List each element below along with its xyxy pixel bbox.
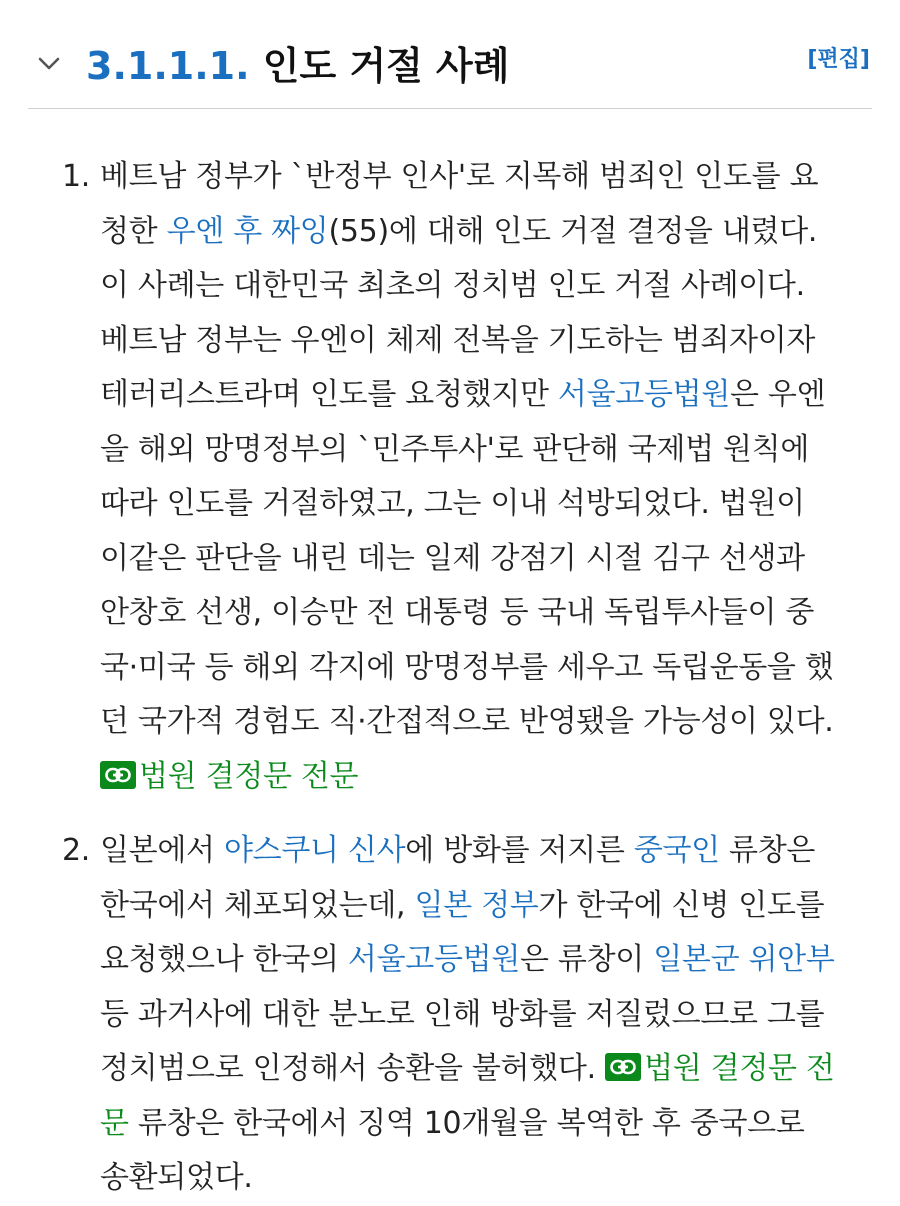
text-line: 던 국가적 경험도 직·간접적으로 반영됐을 가능성이 있다. xyxy=(100,704,834,739)
link-seoul-high-court[interactable]: 서울고등법원 xyxy=(557,377,731,412)
text-line: 테러리스트라며 인도를 요청했지만 서울고등법원은 우엔 xyxy=(100,377,826,412)
text-line: 송환되었다. xyxy=(100,1160,253,1195)
link-japanese-government[interactable]: 일본 정부 xyxy=(414,887,539,923)
external-link-court-decision[interactable]: 법원 결정문 전 xyxy=(605,1051,835,1086)
link-seoul-high-court[interactable]: 서울고등법원 xyxy=(347,942,521,977)
list-marker: 1. xyxy=(62,159,91,194)
link-nguyen-huu-chanh[interactable]: 우엔 후 짜잉 xyxy=(166,213,329,249)
text-line: 안창호 선생, 이승만 전 대통령 등 국내 독립투사들이 중 xyxy=(100,595,815,630)
link-chinese[interactable]: 중국인 xyxy=(633,833,720,868)
text-line: 베트남 정부가 `반정부 인사'로 지목해 범죄인 인도를 요 xyxy=(100,159,819,194)
text-line: 일본에서 야스쿠니 신사에 방화를 저지른 중국인 류창은 xyxy=(100,833,816,868)
text-line: 청한 우엔 후 짜잉(55)에 대해 인도 거절 결정을 내렸다. xyxy=(100,213,818,249)
edit-link[interactable]: [편집] xyxy=(807,47,870,72)
text-line: 정치범으로 인정해서 송환을 불허했다. 법원 결정문 전 xyxy=(100,1051,835,1086)
text-line: 이 사례는 대한민국 최초의 정치범 인도 거절 사례이다. xyxy=(100,268,805,303)
section-header xyxy=(28,30,872,109)
list-item-1 xyxy=(0,150,900,804)
link-comfort-women[interactable]: 일본군 위안부 xyxy=(653,942,835,977)
text-line: 이같은 판단을 내린 데는 일제 강점기 시절 김구 선생과 xyxy=(100,540,805,576)
text-line: 베트남 정부는 우엔이 체제 전복을 기도하는 범죄자이자 xyxy=(100,322,816,358)
link-yasukuni-shrine[interactable]: 야스쿠니 신사 xyxy=(223,833,406,868)
list-marker: 2. xyxy=(62,833,91,868)
text-line xyxy=(100,750,870,805)
text-line: 등 과거사에 대한 분노로 인해 방화를 저질렀으므로 그를 xyxy=(100,996,825,1032)
section-content xyxy=(0,150,900,1206)
section-heading xyxy=(86,40,509,92)
list-item-2 xyxy=(0,824,900,1206)
text-line: 따라 인도를 거절하였고, 그는 이내 석방되었다. 법원이 xyxy=(100,486,805,521)
text-line: 문 류창은 한국에서 징역 10개월을 복역한 후 중국으로 xyxy=(100,1105,805,1141)
text-line: 을 해외 망명정부의 `민주투사'로 판단해 국제법 원칙에 xyxy=(100,431,810,467)
section-number[interactable]: 3.1.1.1. xyxy=(86,44,250,88)
section-title: 인도 거절 사례 xyxy=(262,44,510,88)
external-link-court-decision-cont[interactable]: 문 xyxy=(100,1105,129,1141)
link-icon xyxy=(100,761,136,789)
chevron-down-icon[interactable] xyxy=(36,50,62,76)
link-icon xyxy=(605,1053,641,1081)
text-line: 요청했으나 한국의 서울고등법원은 류창이 일본군 위안부 xyxy=(100,942,835,977)
text-line: 국·미국 등 해외 각지에 망명정부를 세우고 독립운동을 했 xyxy=(100,649,834,685)
external-link-court-decision[interactable]: 법원 결정문 전문 xyxy=(100,759,358,794)
text-line: 한국에서 체포되었는데, 일본 정부가 한국에 신병 인도를 xyxy=(100,887,825,923)
